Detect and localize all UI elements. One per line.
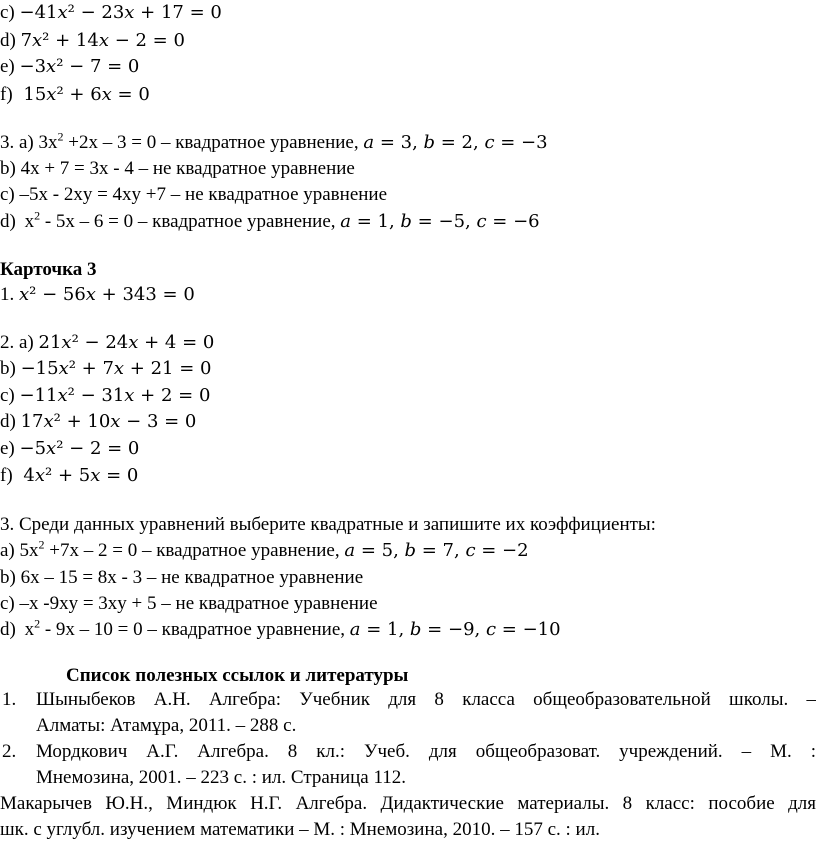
coefficients: 𝑎 = 5, 𝑏 = 7, 𝑐 = −2 [344, 540, 529, 561]
superscript: 2 [38, 537, 45, 552]
card3-task3-d [0, 616, 561, 641]
task3-prev-b [0, 158, 355, 180]
eq-label: d) [0, 619, 16, 640]
references-title: Список полезных ссылок и литературы [66, 665, 409, 686]
prior-eq-e [0, 56, 139, 78]
equation: 4𝑥² + 5𝑥 = 0 [23, 465, 139, 486]
equation: 15𝑥² + 6𝑥 = 0 [23, 84, 150, 105]
prior-eq-c [0, 2, 222, 24]
equation-rest: +7x – 2 = 0 – квадратное уравнение, [44, 540, 345, 561]
equation: 3x [38, 132, 58, 153]
eq-label: d) [0, 411, 16, 432]
equation: −11𝑥² − 31𝑥 + 2 = 0 [19, 385, 211, 406]
card3-task2-b [0, 358, 211, 380]
eq-label: b) [0, 567, 16, 588]
equation: 5x [19, 540, 39, 561]
eq-label: f) [0, 84, 13, 105]
card3-task2-e [0, 438, 139, 460]
eq-label: e) [0, 56, 15, 77]
eq-label: c) [0, 184, 15, 205]
reference-text: Шыныбеков А.Н. Алгебра: Учебник для 8 класса общеобразовательной школы. – [36, 689, 816, 710]
coefficients: 𝑎 = 1, 𝑏 = −5, 𝑐 = −6 [340, 211, 540, 232]
equation: 7𝑥² + 14𝑥 − 2 = 0 [20, 30, 185, 51]
equation: x [24, 211, 35, 232]
eq-label: d) [0, 30, 16, 51]
eq-label: b) [0, 158, 16, 179]
equation: 21𝑥² − 24𝑥 + 4 = 0 [38, 332, 215, 353]
eq-label: b) [0, 358, 16, 379]
superscript: 2 [57, 129, 64, 144]
reference-text: Мнемозина, 2001. – 223 с. : ил. Страница 112. [36, 767, 407, 788]
eq-label: e) [0, 438, 15, 459]
equation: 17𝑥² + 10𝑥 − 3 = 0 [20, 411, 197, 432]
superscript: 2 [34, 616, 41, 631]
reference-text: Мордкович А.Г. Алгебра. 8 кл.: Учеб. для общеобразоват. учреждений. – М. : [36, 741, 816, 762]
equation: −41𝑥² − 23𝑥 + 17 = 0 [19, 2, 222, 23]
eq-label: d) [0, 211, 16, 232]
eq-label: а) [0, 540, 15, 561]
eq-label: f) [0, 465, 13, 486]
coefficients: 𝑎 = 1, 𝑏 = −9, 𝑐 = −10 [349, 619, 561, 640]
equation-rest: - 9x – 10 = 0 – квадратное уравнение, [40, 619, 350, 640]
eq-label: 1. [0, 284, 15, 305]
reference-number: 1. [2, 689, 17, 710]
eq-label: 3. а) [0, 132, 34, 153]
prior-eq-f [0, 84, 150, 106]
eq-label: 2. а) [0, 332, 34, 353]
card3-task1 [0, 284, 195, 306]
task3-prev-c [0, 184, 387, 206]
equation-rest: +2x – 3 = 0 – квадратное уравнение, [63, 132, 364, 153]
coefficients: 𝑎 = 3, 𝑏 = 2, 𝑐 = −3 [363, 132, 548, 153]
card3-task2-c [0, 385, 210, 407]
equation-rest: - 5x – 6 = 0 – квадратное уравнение, [40, 211, 341, 232]
equation-text: –5x - 2xy = 4xy +7 – не квадратное уравнение [19, 184, 388, 205]
reference-extra-line: Макарычев Ю.Н., Миндюк Н.Г. Алгебра. Дидактические материалы. 8 класс: пособие для [0, 793, 816, 814]
task3-prev-a [0, 129, 548, 154]
equation-text: 4x + 7 = 3x - 4 – не квадратное уравнение [20, 158, 355, 179]
eq-label: c) [0, 2, 15, 23]
card-title: Карточка 3 [0, 259, 97, 280]
equation-text: 6x – 15 = 8x - 3 – не квадратное уравнение [20, 567, 364, 588]
equation-text: –x -9xy = 3xy + 5 – не квадратное уравнение [19, 593, 378, 614]
reference-number: 2. [2, 741, 17, 762]
card3-task3-intro: 3. Среди данных уравнений выберите квадратные и запишите их коэффициенты: [0, 514, 656, 535]
card3-task2-d [0, 411, 196, 433]
card3-task3-c [0, 593, 378, 615]
prior-eq-d [0, 30, 185, 52]
equation: x [24, 619, 35, 640]
card3-task2-a [0, 332, 214, 354]
reference-extra-line: шк. с углубл. изучением математики – М. : Мнемозина, 2010. – 157 с. : ил. [0, 819, 600, 840]
equation: −15𝑥² + 7𝑥 + 21 = 0 [20, 358, 212, 379]
equation: 𝑥² − 56𝑥 + 343 = 0 [19, 284, 195, 305]
eq-label: c) [0, 385, 15, 406]
task3-prev-d [0, 208, 540, 233]
superscript: 2 [34, 208, 41, 223]
card3-task2-f [0, 465, 138, 487]
card3-task3-b [0, 567, 363, 589]
eq-label: c) [0, 593, 15, 614]
reference-text: Алматы: Атамұра, 2011. – 288 с. [36, 715, 297, 736]
card3-task3-a [0, 537, 529, 562]
equation: −3𝑥² − 7 = 0 [19, 56, 140, 77]
equation: −5𝑥² − 2 = 0 [19, 438, 140, 459]
